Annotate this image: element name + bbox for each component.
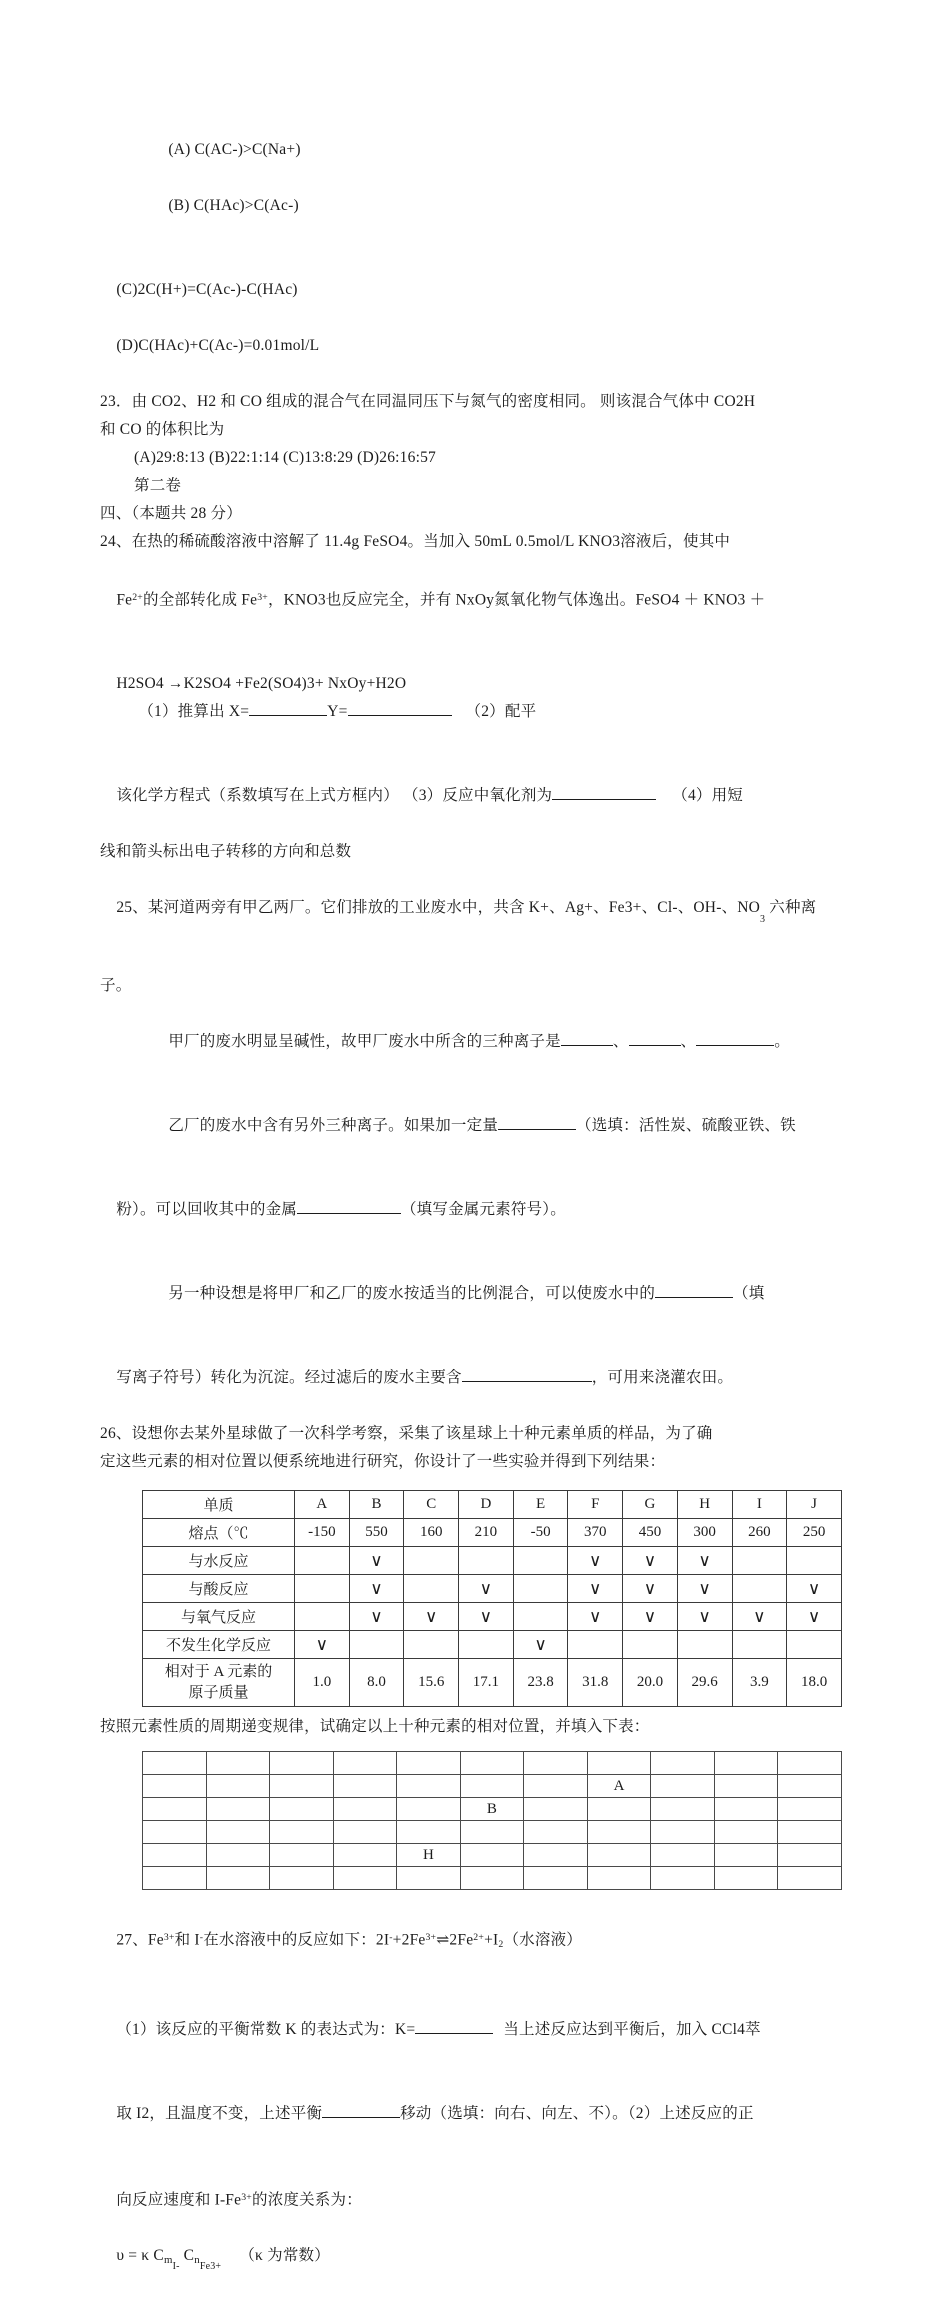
placement-grid-row [143,1798,842,1821]
q27-line1 [100,1896,850,1987]
table-cell: 17.1 [459,1659,514,1707]
table-row [143,1603,842,1631]
placement-cell-empty[interactable] [587,1867,651,1890]
q27-mid3: +2Fe [392,1931,426,1949]
q27-rate-formula [116,2246,330,2272]
formula-exp-m: m [163,2253,173,2266]
table-cell [568,1631,623,1659]
table-cell [732,1547,787,1575]
q23-options: (A)29:8:13 (B)22:1:14 (C)13:8:29 (D)26:16:57 [134,449,436,466]
table-cell [677,1575,732,1603]
placement-grid-row [143,1821,842,1844]
q23-body-line2: 和 CO 的体积比为 [100,421,225,438]
table-cell [732,1575,787,1603]
column-header-A: A [295,1491,350,1519]
q27-tail: （水溶液） [503,1931,582,1949]
q25-line2: 子。 [100,977,132,995]
placement-cell-empty[interactable] [524,1752,588,1775]
q27-l2-post: 当上述反应达到平衡后，加入 CCl4萃 [503,2020,761,2038]
table-cell [787,1603,842,1631]
q25-blank-precipitate[interactable] [655,1297,733,1298]
table-row [143,1659,842,1707]
formula-equals: = [128,2246,138,2264]
table-cell: -150 [295,1519,350,1547]
q27-line2 [100,1988,850,2072]
q24-line2 [100,556,850,642]
q25-line3-tail: 。 [774,1033,790,1051]
placement-cell-empty[interactable] [524,1775,588,1798]
placement-cell-empty[interactable] [651,1821,715,1844]
q27-l4-sup: 3+ [241,2191,252,2203]
table-cell [295,1631,350,1659]
table-cell [404,1547,459,1575]
table-cell [349,1547,404,1575]
table-row [143,1575,842,1603]
q27-l4-pre: 向反应速度和 I-Fe [116,2190,242,2208]
placement-cell-empty[interactable] [270,1752,334,1775]
checkmark-icon: ∨ [643,1606,657,1626]
table-cell: 15.6 [404,1659,459,1707]
q25-line6-post: （填 [733,1285,765,1303]
placement-cell-empty[interactable] [778,1752,842,1775]
table-cell: 31.8 [568,1659,623,1707]
table-cell: 8.0 [349,1659,404,1707]
column-header-E: E [513,1491,568,1519]
q26-line2: 定这些元素的相对位置以便系统地进行研究，你设计了一些实验并得到下列结果： [100,1453,666,1471]
placement-cell-empty[interactable] [333,1844,397,1867]
placement-cell-empty[interactable] [143,1844,207,1867]
table-cell [349,1575,404,1603]
table-cell: 3.9 [732,1659,787,1707]
formula-c2: C [183,2246,195,2264]
placement-cell-empty[interactable] [714,1867,778,1890]
eq-plus3: + [366,675,376,693]
table-cell: 370 [568,1519,623,1547]
q24-equation-line [100,642,850,754]
formula-note: （κ 为常数） [239,2246,330,2264]
placement-grid-wrap [142,1751,850,1890]
table-cell: 29.6 [677,1659,732,1707]
table-header-row [143,1491,842,1519]
q22-option-a: (A) C(AC-)>C(Na+) [168,141,301,158]
placement-cell-empty[interactable] [206,1821,270,1844]
placement-cell-empty[interactable] [460,1752,524,1775]
q27-mid1: 和 I [174,1931,200,1949]
q27-l2-pre: （1）该反应的平衡常数 K 的表达式为：K= [116,2020,416,2038]
checkmark-icon: ∨ [643,1550,657,1570]
row-header: 与水反应 [143,1547,295,1575]
placement-cell-empty[interactable] [651,1798,715,1821]
q22-option-c: (C)2C(H+)=C(Ac-)-C(HAc) [116,281,298,298]
q27-blank-shift[interactable] [322,2117,400,2118]
checkmark-icon: ∨ [589,1578,602,1598]
q27-blank-k[interactable] [415,2033,493,2034]
q27-sup4: 3+ [425,1932,437,1944]
q27-sup2: - [199,1932,204,1944]
placement-cell-B[interactable]: B [460,1798,524,1821]
table-cell: 250 [787,1519,842,1547]
q24-sub1-y: Y= [327,703,348,721]
table-cell [513,1631,568,1659]
placement-cell-empty[interactable] [651,1752,715,1775]
placement-cell-empty[interactable] [397,1821,461,1844]
q24-fe2-pre: Fe [116,591,133,609]
column-header-D: D [459,1491,514,1519]
q25-blank-ion1[interactable] [561,1045,613,1046]
q24-line5: 线和箭头标出电子转移的方向和总数 [100,843,352,861]
eq-nxoy: NxOy [327,675,367,693]
column-header-J: J [787,1491,842,1519]
row-header: 与氧气反应 [143,1603,295,1631]
placement-cell-empty[interactable] [778,1867,842,1890]
checkmark-icon: ∨ [643,1578,657,1598]
placement-cell-empty[interactable] [143,1821,207,1844]
placement-cell-empty[interactable] [206,1775,270,1798]
column-header-C: C [404,1491,459,1519]
placement-cell-empty[interactable] [270,1798,334,1821]
placement-cell-empty[interactable] [778,1775,842,1798]
q24-fe2-charge: 2+ [132,592,143,603]
table-cell [732,1603,787,1631]
checkmark-icon: ∨ [698,1606,711,1626]
eq-h2o: H2O [375,675,407,693]
placement-cell-empty[interactable] [143,1798,207,1821]
volume-label: 第二卷 [134,477,182,494]
checkmark-icon: ∨ [315,1634,329,1654]
q24-answer-oxidant[interactable] [552,799,656,800]
q27-l1-pre: 27、Fe [116,1931,164,1949]
table-cell [459,1603,514,1631]
q22-option-b: (B) C(HAc)>C(Ac-) [168,197,299,214]
column-header-G: G [623,1491,678,1519]
placement-cell-empty[interactable] [714,1844,778,1867]
placement-cell-empty[interactable] [524,1821,588,1844]
q25-line3: 甲厂的废水明显呈碱性，故甲厂废水中所含的三种离子是 、 、 。 [168,1033,790,1051]
placement-cell-A[interactable]: A [587,1775,651,1798]
q27-sub1: 2 [498,1939,504,1951]
placement-cell-empty[interactable] [587,1752,651,1775]
column-header-H: H [677,1491,732,1519]
table-row [143,1547,842,1575]
placement-cell-empty[interactable] [333,1821,397,1844]
placement-cell-empty[interactable] [206,1844,270,1867]
table-cell [513,1603,568,1631]
table-cell [787,1547,842,1575]
q24-line1: 24、在热的稀硫酸溶液中溶解了 11.4g FeSO4。当加入 50mL 0.5mol/L KNO3溶液后，使其中 [100,533,731,550]
table-cell: 23.8 [513,1659,568,1707]
placement-cell-empty[interactable] [524,1867,588,1890]
placement-cell-empty[interactable] [333,1752,397,1775]
placement-cell-empty[interactable] [397,1867,461,1890]
q24-equation [116,675,406,692]
q25-line6-pre: 另一种设想是将甲厂和乙厂的废水按适当的比例混合，可以使废水中的 [168,1285,656,1303]
q25-line6 [100,1252,850,1336]
q27-mid2: 在水溶液中的反应如下：2I [203,1931,390,1949]
placement-cell-empty[interactable] [460,1844,524,1867]
placement-cell-empty[interactable] [143,1775,207,1798]
placement-cell-empty[interactable] [587,1844,651,1867]
checkmark-icon: ∨ [370,1578,383,1598]
table-cell [295,1603,350,1631]
placement-cell-empty[interactable] [270,1844,334,1867]
q24-line4 [100,754,850,838]
placement-cell-empty[interactable] [714,1752,778,1775]
checkmark-icon: ∨ [753,1606,766,1626]
q25-line7-post: ，可用来浇灌农田。 [591,1369,734,1387]
table-cell: -50 [513,1519,568,1547]
q27-l4-post: 的浓度关系为： [252,2190,362,2208]
q24-fe-mid: 的全部转化成 Fe [143,591,258,609]
formula-c1: C [153,2246,164,2264]
q25-line4-pre: 乙厂的废水中含有另外三种离子。如果加一定量 [168,1117,499,1135]
table-cell: 18.0 [787,1659,842,1707]
q22-options-row2 [100,248,850,388]
table-cell [404,1575,459,1603]
placement-cell-empty[interactable] [206,1798,270,1821]
q27-sup1: 3+ [163,1932,175,1944]
part-label: 四、（本题共 28 分） [100,505,242,522]
q25-line3-pre: 甲厂的废水明显呈碱性，故甲厂废水中所含的三种离子是 [168,1033,561,1051]
formula-exp-n: n [194,2253,200,2266]
placement-cell-empty[interactable] [778,1844,842,1867]
checkmark-icon: ∨ [479,1578,493,1598]
table-cell [568,1603,623,1631]
table-cell [787,1575,842,1603]
eq-plus1: + [235,675,245,693]
q25-line1 [100,866,850,952]
q25-blank-reagent[interactable] [498,1129,576,1130]
table-cell: 20.0 [623,1659,678,1707]
table-cell: 1.0 [295,1659,350,1707]
placement-cell-empty[interactable] [270,1867,334,1890]
q25-no3-subscript: 3 [760,914,766,926]
q25-line5 [100,1168,850,1252]
q25-line7 [100,1336,850,1420]
q24-sub2-label: （2）配平 [465,703,537,721]
q25-blank-remaining[interactable] [462,1381,592,1382]
placement-cell-H[interactable]: H [397,1844,461,1867]
table-cell: 260 [732,1519,787,1547]
checkmark-icon: ∨ [807,1578,821,1598]
table-cell [677,1631,732,1659]
table-row [143,1519,842,1547]
q25-line4 [100,1084,850,1168]
placement-cell-empty[interactable] [460,1867,524,1890]
placement-cell-empty[interactable] [587,1798,651,1821]
formula-sub-i: I- [172,2260,180,2272]
q24-line2-post: ，KNO3也反应完全，并有 NxOy氮氧化物气体逸出。FeSO4 ＋ KNO3 ＋ [267,591,766,609]
placement-cell-empty[interactable] [460,1775,524,1798]
q25-blank-ion2[interactable] [629,1045,681,1046]
table-cell [677,1603,732,1631]
table-cell [404,1631,459,1659]
placement-cell-empty[interactable] [333,1775,397,1798]
placement-cell-empty[interactable] [397,1775,461,1798]
placement-cell-empty[interactable] [270,1775,334,1798]
q25-line7-pre: 写离子符号）转化为沉淀。经过滤后的废水主要含 [116,1369,462,1387]
q25-line1-text: 25、某河道两旁有甲乙两厂。它们排放的工业废水中，共含 K+、Ag+、Fe3+、Cl-、OH-、NO [116,899,761,917]
q27-mid5: +I [484,1931,499,1949]
placement-cell-empty[interactable] [714,1821,778,1844]
q25-blank-metal[interactable] [297,1213,401,1214]
formula-v: υ [116,2246,125,2264]
table-cell [404,1603,459,1631]
table-cell [787,1631,842,1659]
q25-blank-ion3[interactable] [696,1045,774,1046]
checkmark-icon: ∨ [479,1606,493,1626]
q24-sub1-label: （1）推算出 X= [138,703,250,721]
q26-line1: 26、设想你去某外星球做了一次科学考察，采集了该星球上十种元素单质的样品，为了确 [100,1425,713,1443]
placement-cell-empty[interactable] [333,1798,397,1821]
placement-cell-empty[interactable] [397,1752,461,1775]
table-cell [459,1631,514,1659]
checkmark-icon: ∨ [370,1606,383,1626]
q22-option-d: (D)C(HAc)+C(Ac-)=0.01mol/L [116,337,320,354]
q24-fe3-charge: 3+ [257,592,268,603]
placement-cell-empty[interactable] [270,1821,334,1844]
q27-line3 [100,2072,850,2156]
row-header: 相对于 A 元素的 原子质量 [143,1659,295,1707]
placement-cell-empty[interactable] [333,1867,397,1890]
table-cell [349,1631,404,1659]
q25-line5-post: （填写金属元素符号）。 [400,1201,566,1219]
checkmark-icon: ∨ [424,1606,438,1626]
table-cell [513,1575,568,1603]
q24-answer-y[interactable] [348,715,452,716]
element-properties-table [142,1490,842,1707]
table-cell [513,1547,568,1575]
q25-line5-pre: 粉）。可以回收其中的金属 [116,1201,297,1219]
table-cell [623,1603,678,1631]
q22-options-row1 [100,108,850,248]
placement-cell-empty[interactable] [206,1752,270,1775]
formula-kappa: κ [141,2246,150,2264]
row-header: 与酸反应 [143,1575,295,1603]
table-cell [732,1631,787,1659]
eq-plus2: + [314,675,324,693]
q26-after-table: 按照元素性质的周期递变规律，试确定以上十种元素的相对位置，并填入下表： [100,1718,650,1736]
element-properties-table-wrap [142,1490,850,1707]
column-header-F: F [568,1491,623,1519]
q27-l3-pre: 取 I2，且温度不变，上述平衡 [116,2104,323,2122]
q25-line1-tail: 六种离 [769,899,817,917]
table-cell [459,1547,514,1575]
checkmark-icon: ∨ [534,1634,547,1654]
checkmark-icon: ∨ [589,1606,602,1626]
table-cell [568,1575,623,1603]
row-header: 熔点（℃ [143,1519,295,1547]
table-cell [295,1547,350,1575]
placement-cell-empty[interactable] [587,1821,651,1844]
q24-line4-text: 该化学方程式（系数填写在上式方框内） （3）反应中氧化剂为 [116,787,553,805]
placement-grid [142,1751,842,1890]
q27-line4 [100,2156,850,2302]
table-cell: 160 [404,1519,459,1547]
q27-l3-mid: 移动（选填：向右、向左、不）。（2）上述反应的正 [400,2104,754,2122]
checkmark-icon: ∨ [370,1550,383,1570]
checkmark-icon: ∨ [807,1606,821,1626]
column-header-B: B [349,1491,404,1519]
table-cell [623,1631,678,1659]
q27-sup5: 2+ [473,1932,485,1944]
column-header-I: I [732,1491,787,1519]
table-cell [623,1575,678,1603]
formula-sub-fe: Fe3+ [199,2260,222,2272]
checkmark-icon: ∨ [698,1550,711,1570]
placement-cell-empty[interactable] [397,1798,461,1821]
placement-cell-empty[interactable] [524,1844,588,1867]
q24-answer-x[interactable] [249,715,327,716]
table-cell: 210 [459,1519,514,1547]
placement-cell-empty[interactable] [524,1798,588,1821]
placement-grid-row [143,1844,842,1867]
row-header: 不发生化学反应 [143,1631,295,1659]
table-cell [349,1603,404,1631]
q25-line4-post: （选填：活性炭、硫酸亚铁、铁 [576,1117,796,1135]
table-cell: 450 [623,1519,678,1547]
placement-grid-row [143,1867,842,1890]
placement-cell-empty[interactable] [778,1821,842,1844]
table-cell [568,1547,623,1575]
checkmark-icon: ∨ [698,1578,711,1598]
column-header-label: 单质 [143,1491,295,1519]
q24-sub4-label: （4）用短 [672,787,744,805]
q23-body-line1: 23．由 CO2、H2 和 CO 组成的混合气在同温同压下与氮气的密度相同。 则该混合气体中 CO2H [100,393,756,410]
table-cell: 300 [677,1519,732,1547]
table-cell [677,1547,732,1575]
placement-cell-empty[interactable] [460,1821,524,1844]
placement-cell-empty[interactable] [143,1867,207,1890]
table-cell [623,1547,678,1575]
table-cell [459,1575,514,1603]
eq-fe2so43: Fe2(SO4)3 [244,675,315,693]
q27-sup3: - [389,1932,393,1944]
placement-cell-empty[interactable] [143,1752,207,1775]
table-cell [295,1575,350,1603]
eq-arrow: → [167,675,184,693]
table-row [143,1631,842,1659]
placement-grid-row [143,1775,842,1798]
placement-cell-empty[interactable] [714,1775,778,1798]
checkmark-icon: ∨ [589,1550,602,1570]
q27-mid4: ⇌2Fe [436,1931,474,1949]
table-cell: 550 [349,1519,404,1547]
placement-cell-empty[interactable] [651,1844,715,1867]
eq-h2so4: H2SO4 [116,675,164,693]
placement-cell-empty[interactable] [651,1867,715,1890]
placement-cell-empty[interactable] [206,1867,270,1890]
placement-grid-row [143,1752,842,1775]
placement-cell-empty[interactable] [778,1798,842,1821]
placement-cell-empty[interactable] [714,1798,778,1821]
placement-cell-empty[interactable] [651,1775,715,1798]
eq-k2so4: K2SO4 [183,675,232,693]
